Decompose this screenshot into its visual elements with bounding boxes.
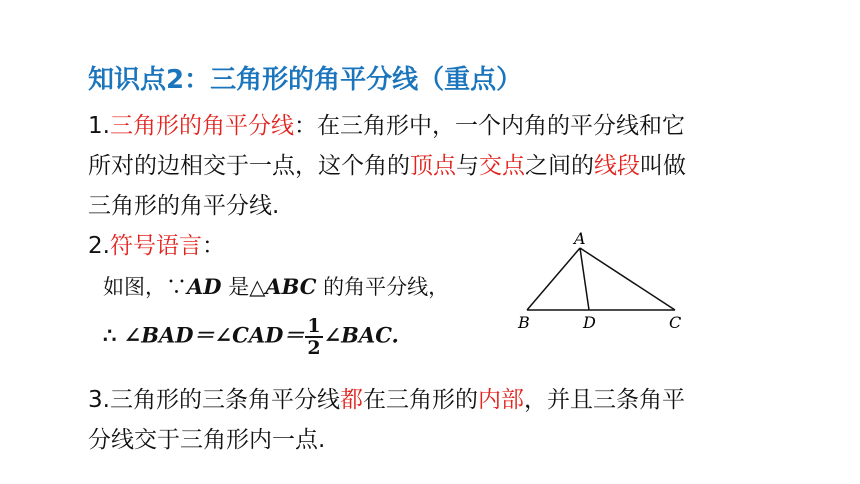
item1-text: 与 [456, 153, 479, 179]
therefore-symbol: ∴ [103, 322, 124, 348]
fraction-numerator: 1 [307, 315, 321, 337]
angle-bac: ∠BAC. [323, 322, 399, 348]
keyword-inside: 内部 [477, 387, 524, 413]
item2-line [88, 226, 225, 266]
formula1-mid: 是△ [221, 275, 266, 299]
triangle-abc: ABC [265, 274, 317, 299]
item2-colon: ： [201, 233, 225, 259]
keyword-segment: 线段 [594, 153, 640, 179]
item1-text: 叫做 [640, 153, 686, 179]
item3-text: 三角形的三条角平分线 [109, 387, 340, 413]
segment-ad: AD [187, 274, 222, 299]
point-label-c: C [669, 313, 682, 332]
item1-number: 1. [88, 113, 110, 139]
item3-number: 3. [88, 387, 110, 413]
keyword-all: 都 [339, 387, 363, 413]
formula-line1 [103, 272, 449, 302]
item2-title: 符号语言 [109, 233, 202, 259]
item1-term: 三角形的角平分线 [109, 113, 294, 139]
item1-definition-start: ：在三角形中，一个内角的平分线和它 [293, 113, 685, 139]
triangle-figure [505, 228, 705, 338]
side-ab [527, 248, 580, 310]
bisector-ad [580, 248, 589, 310]
formula1-suffix: 的角平分线， [316, 275, 450, 299]
fraction-half [305, 316, 322, 358]
formula-line2 [103, 316, 399, 358]
point-label-d: D [583, 313, 596, 332]
item1-line2 [88, 146, 686, 186]
section-heading: 知识点2：三角形的角平分线（重点） [88, 65, 523, 95]
point-label-a: A [574, 229, 586, 248]
point-label-b: B [518, 313, 530, 332]
side-ac [580, 248, 675, 310]
item1-text: 所对的边相交于一点，这个角的 [88, 153, 410, 179]
item3-text: 在三角形的 [362, 387, 478, 413]
item1-line3: 三角形的角平分线. [88, 193, 280, 219]
item3-text: ，并且三条角平 [523, 387, 685, 413]
keyword-intersection: 交点 [479, 153, 525, 179]
fraction-denominator: 2 [307, 337, 321, 359]
angle-equation: ∠BAD＝∠CAD＝ [123, 322, 305, 348]
keyword-vertex: 顶点 [410, 153, 456, 179]
item3-line1 [88, 380, 685, 420]
formula1-prefix: 如图，∵ [103, 275, 187, 299]
item3-line2: 分线交于三角形内一点. [88, 427, 326, 453]
item1-text: 之间的 [525, 153, 594, 179]
item2-number: 2. [88, 233, 110, 259]
item1-line1 [88, 106, 685, 146]
